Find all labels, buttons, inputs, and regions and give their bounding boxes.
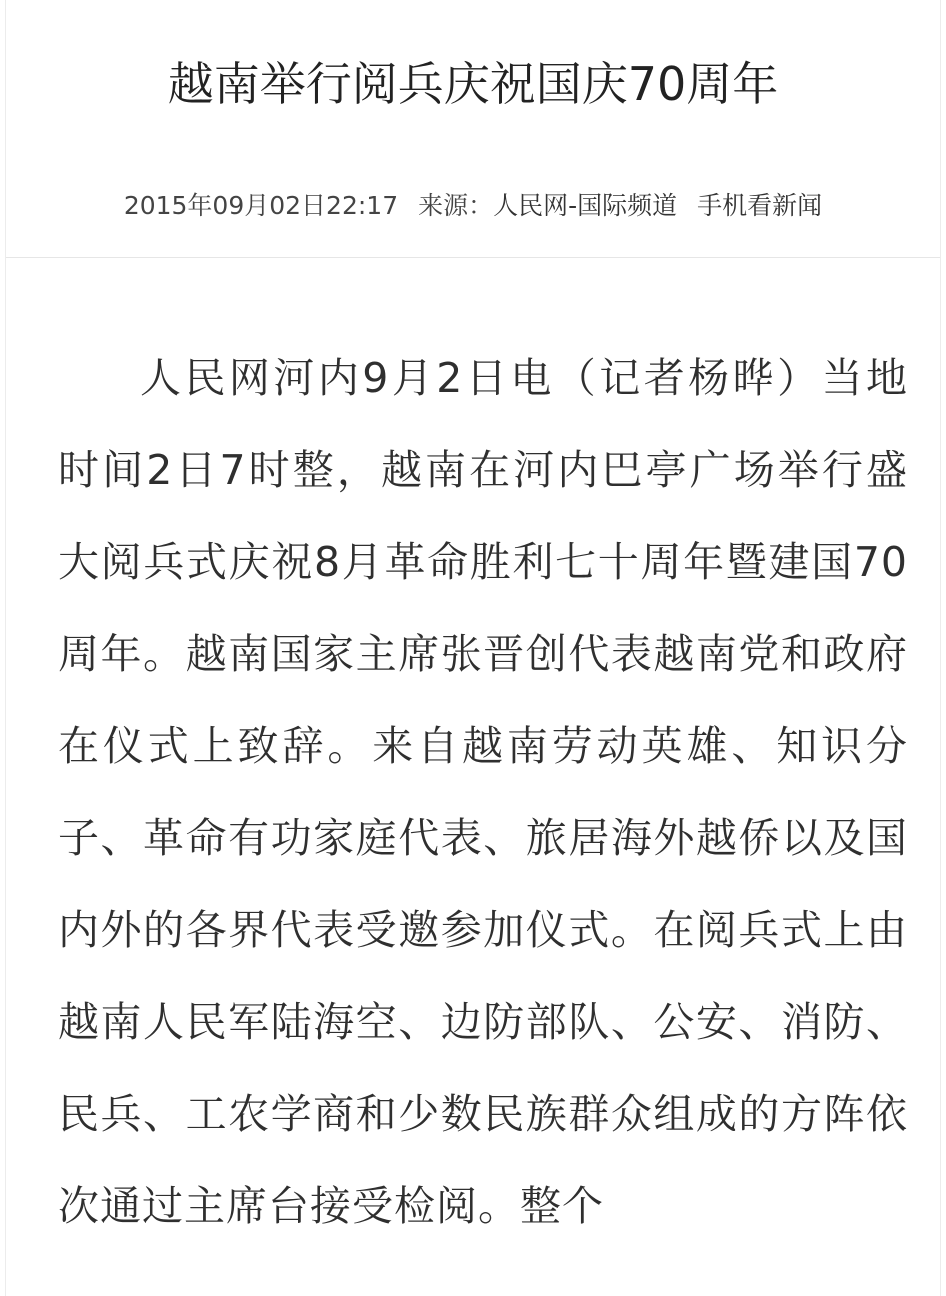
article-body [58,332,908,1252]
publish-datetime: 2015年09月02日22:17 [123,191,399,220]
article-paragraph: 人民网河内9月2日电（记者杨晔）当地时间2日7时整，越南在河内巴亭广场举行盛大阅兵式庆祝8月革命胜利七十周年暨建国70周年。越南国家主席张晋创代表越南党和政府在仪式上致辞。来自越南劳动英雄、知识分子、革命有功家庭代表、旅居海外越侨以及国内外的各界代表受邀参加仪式。在阅兵式上由越南人民军陆海空、边防部队、公安、消防、民兵、工农学商和少数民族群众组成的方阵依次通过主席台接受检阅。整个 [58,354,908,1230]
source-label: 来源： [418,191,494,220]
mobile-news-link[interactable]: 手机看新闻 [697,191,823,220]
article-header [6,0,940,258]
article-title: 越南举行阅兵庆祝国庆70周年 [167,57,779,111]
source-link[interactable]: 人民网-国际频道 [493,191,678,220]
article-meta [6,186,940,226]
article-page [5,0,941,1296]
